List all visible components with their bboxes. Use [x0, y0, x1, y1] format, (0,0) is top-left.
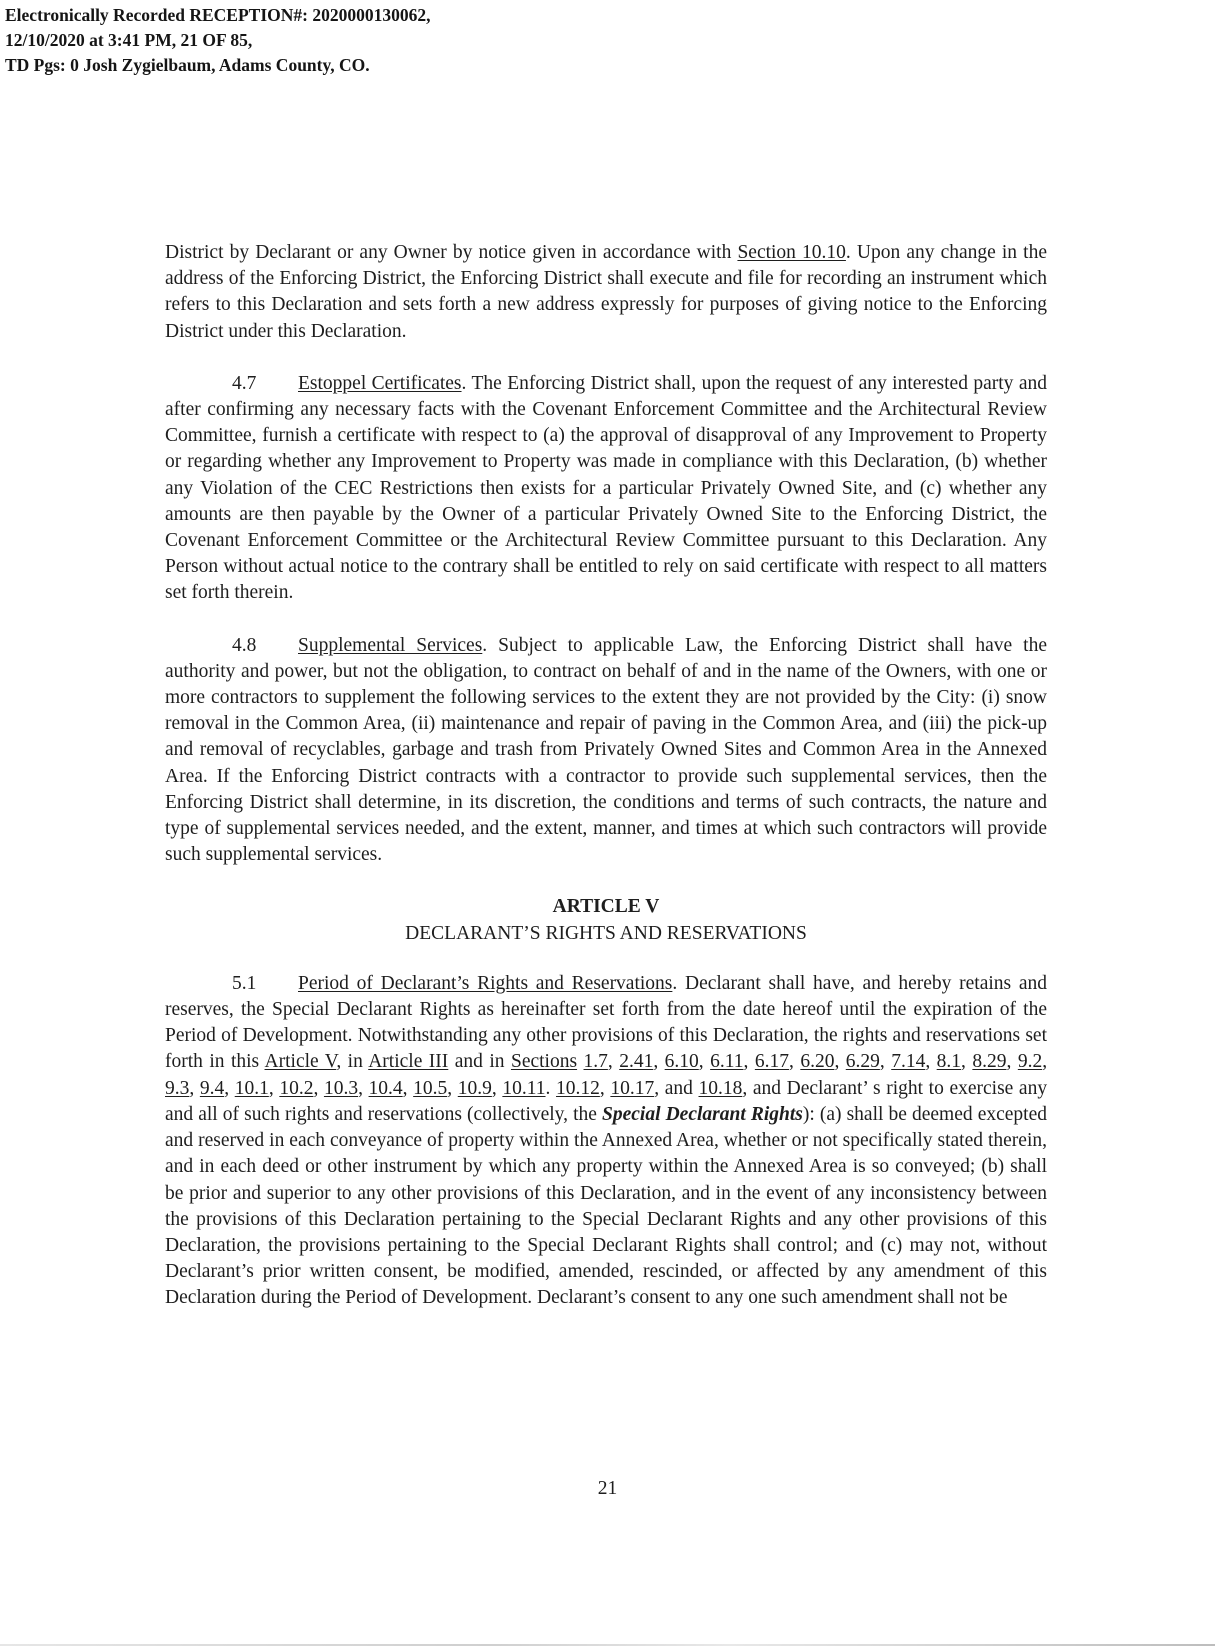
stamp-line-date: 12/10/2020 at 3:41 PM, 21 OF 85, — [5, 30, 253, 50]
section-reference: 6.10 — [664, 1051, 699, 1073]
section-text: . The Enforcing District shall, upon the request of any interested party and after confirming any necessary facts with the Covenant Enforcement Committee and the Architectural Review Committee, furnish a certificate with respect to (a) the approval of disapproval of any Improvement to Property or regarding whether any Improvement to Property was made in compliance with this Declaration, (b) whether any Violation of the CEC Restrictions then exists for a particular Privately Owned Site, and (c) whether any amounts are then payable by the Owner of a particular Privately Owned Site to the Enforcing District, the Covenant Enforcement Committee or the Architectural Review Committee pursuant to this Declaration. Any Person without actual notice to the contrary shall be entitled to rely on said certificate with respect to all matters set forth therein. — [165, 372, 1047, 604]
section-text: , and Declarant’ s right to exercise any and all of such rights and reservations (collectively, the — [165, 1077, 1048, 1125]
page-number: 21 — [597, 1478, 618, 1499]
reference-separator: , — [447, 1077, 458, 1099]
reference-separator: , — [358, 1077, 369, 1099]
reference-separator: , — [698, 1051, 711, 1073]
section-text: . Subject to applicable Law, the Enforcing District shall have the authority and power, but not the obligation, to contract on behalf of and in the name of the Owners, with one or more contractors to supplement the following services to the extent they are not provided by the City: (i) snow removal in the Common Area, (ii) maintenance and repair of paving in the Common Area, and (iii) the pick-up and removal of recyclables, garbage and trash from Privately Owned Sites and Common Area in the Annexed Area. If the Enforcing District contracts with a contractor to provide such supplemental services, then the Enforcing District shall determine, in its discretion, the conditions and terms of such contracts, the nature and type of supplemental services needed, and the extent, manner, and times at which such contractors will provide such supplemental services. — [165, 634, 1047, 866]
defined-term: Special Declarant Rights — [602, 1103, 803, 1125]
section-reference: 10.1 — [234, 1077, 269, 1099]
article-reference: Article III — [368, 1051, 449, 1073]
paragraph-text: District by Declarant or any Owner by notice given in accordance with — [165, 242, 738, 263]
reference-separator: , — [1006, 1051, 1018, 1073]
section-4-7 — [165, 371, 1047, 607]
reference-separator: , — [224, 1077, 235, 1099]
section-reference: 2.41 — [619, 1051, 654, 1073]
section-4-8 — [165, 633, 1047, 869]
stamp-line-reception: Electronically Recorded RECEPTION#: 2020000130062, — [5, 5, 431, 25]
reference-separator: , — [491, 1077, 503, 1099]
recording-stamp — [5, 3, 430, 78]
section-text: , and — [654, 1077, 699, 1099]
section-reference: 6.20 — [800, 1051, 835, 1073]
section-reference: 9.2 — [1017, 1051, 1043, 1073]
reference-separator: , — [313, 1077, 324, 1099]
reference-separator: . — [545, 1077, 557, 1099]
section-reference: Section 10.10 — [737, 242, 846, 263]
section-number: 5.1 — [232, 972, 257, 994]
section-heading: Estoppel Certificates — [298, 372, 462, 394]
section-reference: 10.9 — [457, 1077, 492, 1099]
section-text: and in — [448, 1051, 511, 1073]
section-reference: 9.4 — [199, 1077, 225, 1099]
reference-separator: , — [1042, 1051, 1048, 1073]
reference-separator: , — [402, 1077, 414, 1099]
section-reference: 7.14 — [891, 1051, 926, 1073]
stamp-line-recorder: TD Pgs: 0 Josh Zygielbaum, Adams County, CO. — [5, 55, 370, 75]
reference-separator: , — [961, 1051, 973, 1073]
section-reference: 10.4 — [368, 1077, 403, 1099]
reference-separator: , — [925, 1051, 937, 1073]
section-reference: 10.11 — [502, 1077, 546, 1099]
reference-separator: , — [653, 1051, 665, 1073]
section-reference: 6.29 — [845, 1051, 880, 1073]
section-number: 4.7 — [232, 372, 257, 394]
section-reference: 10.18 — [698, 1077, 743, 1099]
section-reference: 9.3 — [165, 1077, 190, 1099]
section-reference: 8.1 — [936, 1051, 962, 1073]
article-title: ARTICLE V — [552, 896, 660, 918]
section-reference: 1.7 — [583, 1051, 608, 1073]
section-text: , in — [336, 1051, 369, 1073]
document-body — [165, 240, 1047, 1312]
section-reference: 8.29 — [972, 1051, 1007, 1073]
article-heading — [165, 894, 1047, 946]
section-heading: Period of Declarant’s Rights and Reservations — [298, 972, 673, 994]
reference-separator: , — [879, 1051, 892, 1073]
section-number: 4.8 — [232, 634, 257, 656]
reference-separator: , — [599, 1077, 611, 1099]
section-reference: 10.3 — [323, 1077, 359, 1099]
reference-separator: , — [268, 1077, 280, 1099]
section-reference: 10.12 — [556, 1077, 600, 1099]
section-reference: 10.17 — [610, 1077, 655, 1099]
paragraph-continuation — [165, 240, 1047, 345]
article-subtitle: DECLARANT’S RIGHTS AND RESERVATIONS — [405, 922, 807, 944]
reference-separator: , — [834, 1051, 846, 1073]
section-5-1 — [165, 971, 1047, 1312]
section-reference: 6.11 — [710, 1051, 744, 1073]
reference-separator: , — [607, 1051, 620, 1073]
section-text: . Declarant shall have, and hereby retains and reserves, the Special Declarant Rights as hereinafter set forth from the date hereof until the expiration of the Period of Development. Notwithstanding any other provisions of this Declaration, the rights and reservations set forth in this — [165, 972, 1047, 1073]
reference-separator: , — [189, 1077, 200, 1099]
reference-separator: , — [788, 1051, 801, 1073]
section-reference: 6.17 — [754, 1051, 789, 1073]
article-reference: Article V — [264, 1051, 337, 1073]
section-heading: Supplemental Services — [298, 634, 483, 656]
section-reference: 10.5 — [413, 1077, 448, 1099]
sections-reference-label: Sections — [510, 1051, 578, 1073]
reference-separator: , — [743, 1051, 755, 1073]
paragraph-text: . Upon any change in the address of the Enforcing District, the Enforcing District shall execute and file for recording an instrument which refers to this Declaration and sets forth a new address expressly for purposes of giving notice to the Enforcing District under this Declaration. — [165, 242, 1047, 342]
section-text: ): (a) shall be deemed excepted and reserved in each conveyance of property within the Annexed Area, whether or not specifically stated therein, and in each deed or other instrument by which any property within the Annexed Area is so conveyed; (b) shall be prior and superior to any other provisions of this Declaration, and in the event of any inconsistency between the provisions of this Declaration pertaining to the Special Declarant Rights and any other provisions of this Declaration, the provisions pertaining to the Special Declarant Rights shall control; and (c) may not, without Declarant’s prior written consent, be modified, amended, rescinded, or affected by any amendment of this Declaration during the Period of Development. Declarant’s consent to any one such amendment shall not be — [165, 1103, 1047, 1309]
section-reference: 10.2 — [279, 1077, 314, 1099]
scan-edge-divider — [0, 1644, 1215, 1646]
